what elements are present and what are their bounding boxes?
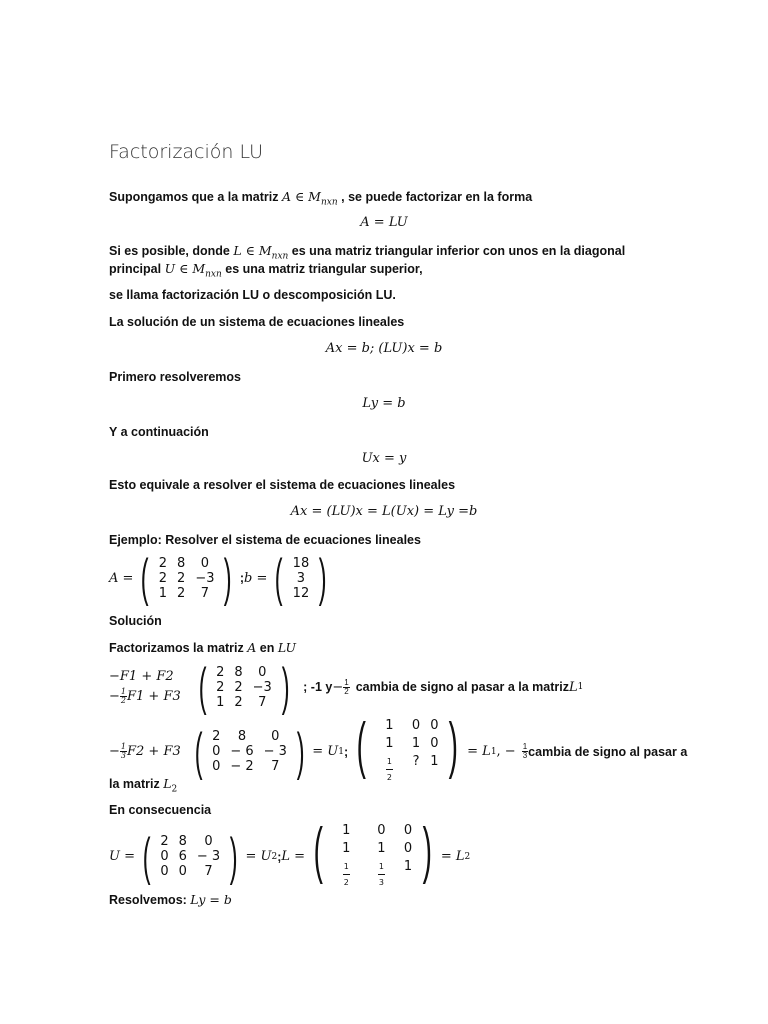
equation-ux-y: Ux = y	[361, 451, 407, 466]
step-2: − $\frac{1}{3}$ F2 + F3 ( 2 8 0 0 − 6 − 3 0 − 2 7 ) = U 1 ; ( 1 0 0 1 1 0 $\frac{1}{2}$ ? 1 ) = L 1 , − $\frac{1}{3}$ cambia de signo al pasar a	[109, 718, 687, 785]
matrix-u: ( 2 8 0 0 6 − 3 0 0 7 )	[142, 827, 238, 886]
step-1: −F1 + F2 − $\frac{1}{2}$ F1 + F3 ( 2 8 0 2 2 −3 1 2 7 ) ; -1 y − $\frac{1}{2}$ cambia de signo al pasar a la matriz L 1	[109, 658, 584, 716]
paragraph-8: Ejemplo: Resolver el sistema de ecuaciones lineales	[109, 533, 421, 547]
matrix-step-1: ( 2 8 0 2 2 −3 1 2 7 )	[198, 658, 290, 716]
matrix-l1: ( 1 0 0 1 1 0 $\frac{1}{2}$ ? 1 )	[356, 711, 459, 782]
equation-a-lu: A = LU	[360, 215, 408, 230]
matrix-a: ( 2 8 0 2 2 −3 1 2 7 )	[141, 549, 233, 607]
paragraph-10: Factorizamos la matriz A en LU	[109, 640, 296, 655]
equation-ly-b: Ly = b	[362, 396, 406, 411]
row-operations-1: −F1 + F2 − $\frac{1}{2}$ F1 + F3	[109, 669, 181, 705]
paragraph-5: Primero resolveremos	[109, 370, 242, 384]
paragraph-11: En consecuencia	[109, 803, 212, 817]
paragraph-4: La solución de un sistema de ecuaciones lineales	[109, 315, 405, 329]
matrix-u1: ( 2 8 0 0 − 6 − 3 0 − 2 7 )	[194, 722, 305, 781]
example-system: A = ( 2 8 0 2 2 −3 1 2 7 ) ; b = ( 18 3 12 )	[109, 555, 335, 601]
equation-ax-b: Ax = b; (LU)x = b	[325, 341, 443, 356]
result-lu: U = ( 2 8 0 0 6 − 3 0 0 7 ) = U 2 ; L = ( 1 0 0 1 1 0 $\frac{1}{2}$ $\frac{1}{3}$ 1 ) = L 2	[109, 823, 470, 890]
matrix-l: ( 1 0 0 1 1 0 $\frac{1}{2}$ $\frac{1}{3}$ 1 )	[313, 816, 433, 887]
vector-b: ( 18 3 12 )	[275, 549, 327, 607]
paragraph-7: Esto equivale a resolver el sistema de ecuaciones lineales	[109, 478, 456, 492]
paragraph-12: Resolvemos: Ly = b	[109, 892, 232, 907]
equation-chain: Ax = (LU)x = L(Ux) = Ly =b	[290, 504, 478, 519]
paragraph-2: Si es posible, donde L ∈ $M_{nxn}$ es una matriz triangular inferior con unos en la diagonal	[109, 243, 626, 262]
page-title: Factorización LU	[109, 141, 264, 163]
paragraph-2-line-2: principal U ∈ $M_{nxn}$ es una matriz triangular superior,	[109, 261, 423, 280]
paragraph-1: Supongamos que a la matriz A ∈ $M_{nxn}$ , se puede factorizar en la forma	[109, 189, 533, 208]
step-2-continued: la matriz $L_2$	[109, 776, 178, 795]
paragraph-9: Solución	[109, 614, 162, 628]
paragraph-6: Y a continuación	[109, 425, 209, 439]
paragraph-3: se llama factorización LU o descomposición LU.	[109, 288, 396, 302]
